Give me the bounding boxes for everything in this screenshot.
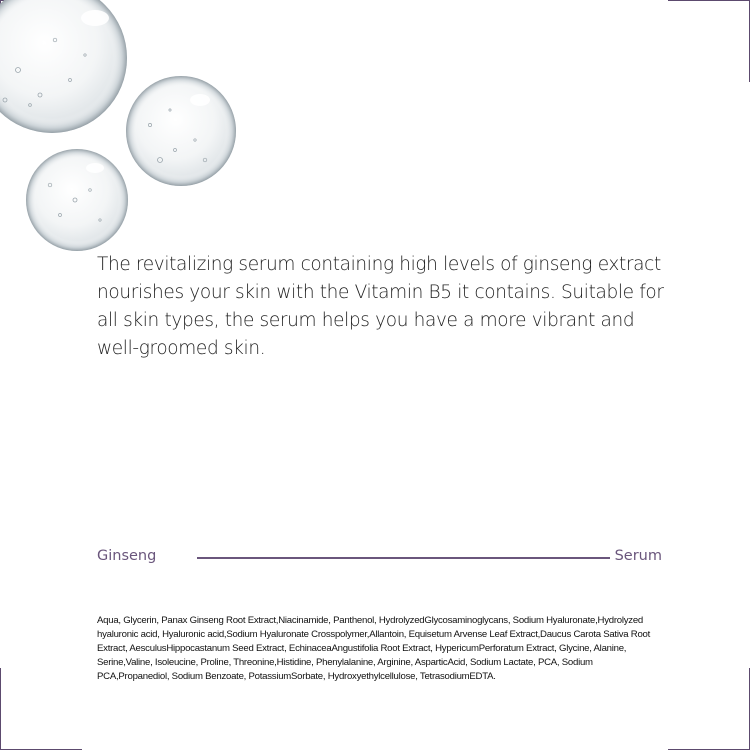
product-name-label: Ginseng [97, 548, 157, 564]
ingredients-list: Aqua, Glycerin, Panax Ginseng Root Extract,Niacinamide, Panthenol, HydrolyzedGlycosaminoglycans, Sodium Hyaluronate,Hydrolyzed hyaluronic acid, Hyaluronic acid,Sodium Hyaluronate Crosspolymer,Allantoin, Equisetum Arvense Leaf Extract,Daucus Carota Sativa Root Extract, AesculusHippocastanum Seed Extract, EchinaceaAngustifolia Root Extract, HypericumPerforatum Extract, Glycine, Alanine, Serine,Valine, Isoleucine, Proline, Threonine,Histidine, Phenylalanine, Arginine, AsparticAcid, Sodium Lactate, PCA, Sodium PCA,Propanediol, Sodium Benzoate, PotassiumSorbate, Hydroxyethylcellulose, TetrasodiumEDTA. [97, 615, 651, 682]
divider-line [197, 557, 610, 559]
droplet-medium [126, 76, 236, 186]
droplet-small [26, 149, 128, 251]
crop-mark-top-right [668, 0, 750, 1]
product-description: The revitalizing serum containing high levels of ginseng extract nourishes your skin with the Vitamin B5 it contains. Suitable for all skin types, the serum helps you have a more vibrant and well-groomed skin. [97, 254, 664, 359]
droplet-large [0, 0, 127, 133]
crop-mark-bottom-left-vertical [0, 668, 1, 750]
serum-droplets-image [0, 0, 250, 260]
product-type-label: Serum [614, 548, 662, 564]
